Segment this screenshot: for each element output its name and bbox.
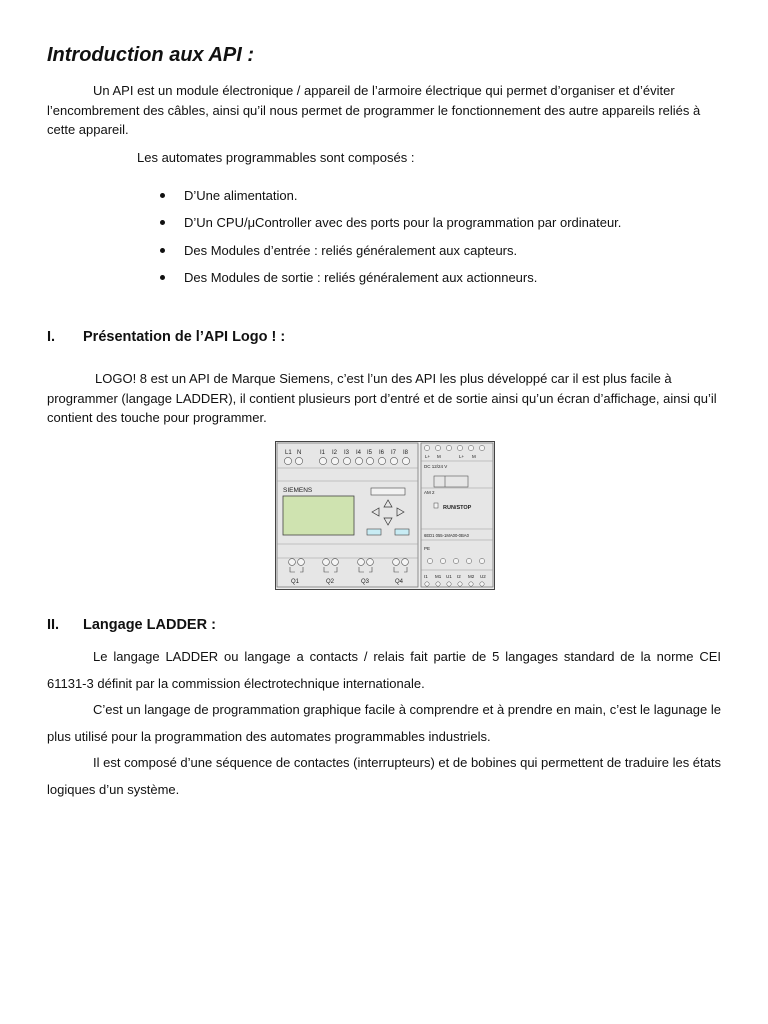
input-label-i5: I5	[367, 450, 373, 456]
power-label-l1: L1	[285, 450, 292, 456]
output-label-q1: Q1	[291, 579, 300, 585]
right-top-label-4: M	[472, 454, 476, 459]
bottom-label-u1: U1	[446, 574, 452, 579]
bullet-icon	[160, 275, 165, 280]
page-title: Introduction aux API :	[47, 44, 255, 66]
bottom-label-u2: U2	[480, 574, 486, 579]
section-2-number: II.	[47, 617, 60, 633]
composition-intro: Les automates programmables sont composés :	[137, 150, 415, 165]
bullet-icon	[160, 248, 165, 253]
list-item: Des Modules de sortie : reliés généralement aux actionneurs.	[160, 268, 621, 295]
output-label-q3: Q3	[361, 579, 370, 585]
voltage-label: DC 12/24 V	[424, 464, 448, 469]
section-2-heading	[47, 617, 216, 633]
list-item: D’Un CPU/μController avec des ports pour la programmation par ordinateur.	[160, 213, 621, 240]
section-1-heading	[47, 329, 285, 345]
components-list	[160, 186, 621, 295]
list-item: D’Une alimentation.	[160, 186, 621, 213]
run-stop-led	[434, 503, 438, 508]
section-1-title: Présentation de l’API Logo ! :	[83, 329, 286, 345]
output-label-q4: Q4	[395, 579, 404, 585]
input-label-i8: I8	[403, 450, 409, 456]
bottom-label-m2: M2	[468, 574, 475, 579]
input-label-i2: I2	[332, 450, 338, 456]
lcd-display	[283, 496, 354, 535]
part-number: 6ED1 055-1MA00-0BA0	[424, 533, 469, 538]
list-item: Des Modules d’entrée : reliés généralement aux capteurs.	[160, 241, 621, 268]
right-top-label-1: L+	[425, 454, 431, 459]
section-2-title: Langage LADDER :	[83, 617, 216, 633]
logo-plc-image	[275, 441, 495, 590]
right-top-label-2: M	[437, 454, 441, 459]
bottom-label-m1: M1	[435, 574, 442, 579]
section-2-paragraph-3: Il est composé d’une séquence de contactes (interrupteurs) et de bobines qui permettent de traduire les états logiques d’un système.	[47, 755, 721, 797]
section-2-paragraph-2: C’est un langage de programmation graphique facile à comprendre et à prendre en main, c’est le lagunage le plus utilisé pour la programmation des automates programmables industriels.	[47, 702, 721, 744]
bottom-label-i2: I2	[457, 574, 461, 579]
input-label-i6: I6	[379, 450, 385, 456]
section-1-paragraph: LOGO! 8 est un API de Marque Siemens, c’est l’un des API les plus développé car il est plus facile à programmer (langage LADDER), il contient plusieurs port d’entré et de sortie ainsi qu’un écran d’affichage, ainsi qu’il contient des touche pour programmer.	[47, 371, 717, 425]
input-label-i4: I4	[356, 450, 362, 456]
output-label-q2: Q2	[326, 579, 335, 585]
input-label-i1: I1	[320, 450, 326, 456]
section-1-number: I.	[47, 329, 56, 345]
intro-paragraph: Un API est un module électronique / appareil de l’armoire électrique qui permet d’organiser et d’éviter l’encombrement des câbles, ainsi qu’il nous permet de programmer le fonctionnement des autre appareils reliés à cette appareil.	[47, 83, 701, 137]
bullet-icon	[160, 220, 165, 225]
pe-label: PE	[424, 546, 431, 551]
esc-key	[367, 529, 381, 535]
run-stop-label: RUN/STOP	[443, 505, 472, 511]
module-label: AM 2	[424, 490, 435, 495]
siemens-brand: SIEMENS	[283, 487, 313, 494]
bullet-icon	[160, 193, 165, 198]
section-2-paragraph-1: Le langage LADDER ou langage a contacts / relais fait partie de 5 langages standard de la norme CEI 61131-3 définit par la commission électrotechnique internationale.	[47, 649, 721, 691]
power-label-n: N	[297, 450, 302, 456]
bottom-label-i1: I1	[424, 574, 428, 579]
input-label-i3: I3	[344, 450, 350, 456]
right-top-label-3: L+	[459, 454, 465, 459]
ok-key	[395, 529, 409, 535]
input-label-i7: I7	[391, 450, 397, 456]
